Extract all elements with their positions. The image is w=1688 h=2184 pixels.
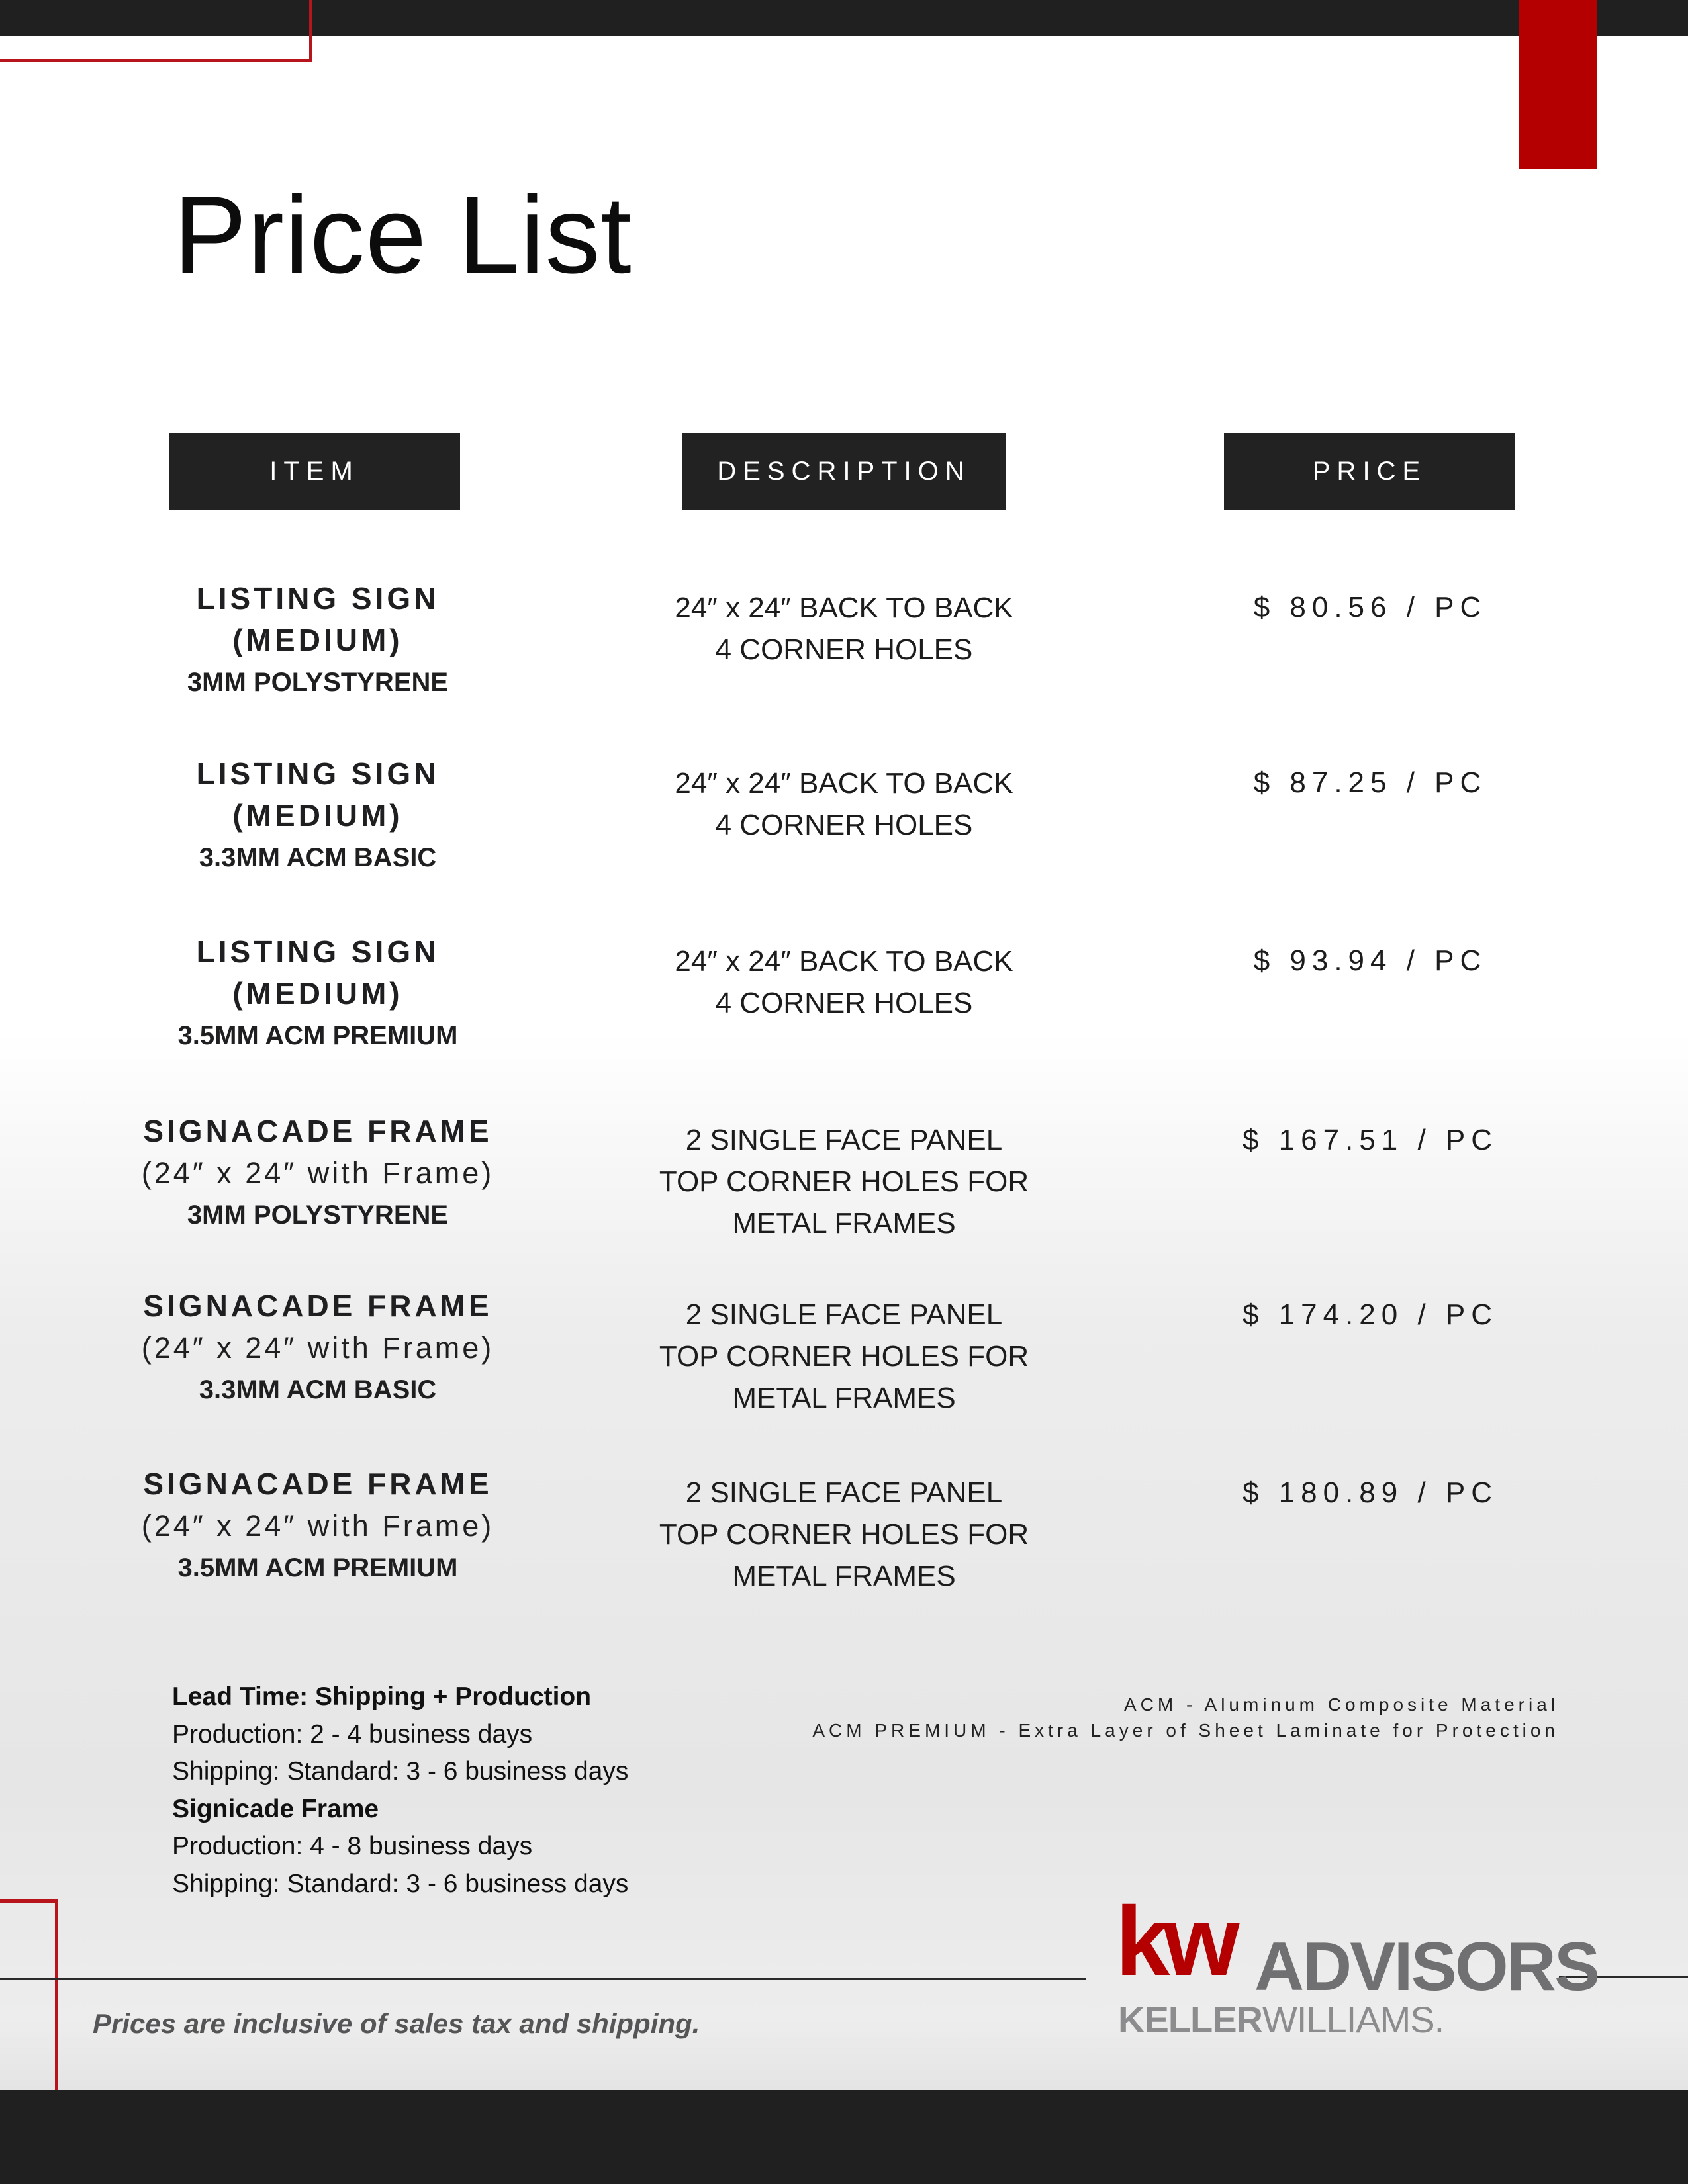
description-line: TOP CORNER HOLES FOR (659, 1340, 1029, 1373)
footer-note: Prices are inclusive of sales tax and shipping. (93, 2008, 700, 2039)
price-cell: $ 80.56 / PC (1253, 591, 1487, 623)
price-cell: $ 174.20 / PC (1242, 1298, 1499, 1331)
description-line: 4 CORNER HOLES (715, 987, 973, 1019)
description-line: 24″ x 24″ BACK TO BACK (675, 767, 1013, 799)
page-title: Price List (173, 174, 632, 296)
item-name: SIGNACADE FRAME (143, 1114, 492, 1148)
description-line: METAL FRAMES (732, 1207, 956, 1240)
price-cell: $ 87.25 / PC (1253, 766, 1487, 799)
description-line: TOP CORNER HOLES FOR (659, 1518, 1029, 1551)
logo-kellerwilliams-text: KELLERWILLIAMS. (1118, 1999, 1444, 2040)
description-line: 24″ x 24″ BACK TO BACK (675, 592, 1013, 624)
bottom-bar (0, 2090, 1688, 2184)
item-cell (106, 578, 530, 704)
legend-acm: ACM - Aluminum Composite Material (1123, 1694, 1559, 1715)
item-material: 3MM POLYSTYRENE (187, 668, 449, 697)
signicade-heading: Signicade Frame (172, 1794, 379, 1823)
item-material: 3.3MM ACM BASIC (199, 1375, 437, 1404)
description-cell (579, 1294, 1109, 1419)
description-line: 24″ x 24″ BACK TO BACK (675, 945, 1013, 978)
description-line: METAL FRAMES (732, 1560, 956, 1592)
description-line: 4 CORNER HOLES (715, 809, 973, 841)
signicade-shipping: Shipping: Standard: 3 - 6 business days (172, 1869, 629, 1898)
kw-advisors-logo (1115, 1887, 1599, 2052)
price-cell: $ 167.51 / PC (1242, 1124, 1499, 1156)
item-size: (24″ x 24″ with Frame) (141, 1509, 494, 1543)
item-material: 3.5MM ACM PREMIUM (177, 1021, 458, 1050)
logo-kw-mark: kw (1115, 1887, 1233, 1996)
item-cell (106, 753, 530, 879)
item-name: LISTING SIGN (196, 581, 440, 615)
corner-frame-top-left (0, 0, 312, 62)
column-header-price: PRICE (1224, 433, 1515, 510)
description-line: METAL FRAMES (732, 1382, 956, 1414)
divider-line-left (0, 1978, 1086, 1980)
item-name: LISTING SIGN (196, 756, 440, 791)
description-line: 2 SINGLE FACE PANEL (685, 1124, 1003, 1156)
item-size: (MEDIUM) (232, 798, 403, 833)
item-name: SIGNACADE FRAME (143, 1289, 492, 1323)
signicade-production: Production: 4 - 8 business days (172, 1832, 533, 1860)
item-material: 3.5MM ACM PREMIUM (177, 1553, 458, 1582)
item-cell (106, 1111, 530, 1236)
column-header-item: ITEM (169, 433, 460, 510)
item-cell (106, 1285, 530, 1411)
description-cell (579, 940, 1109, 1024)
description-line: 2 SINGLE FACE PANEL (685, 1298, 1003, 1331)
lead-time-heading: Lead Time: Shipping + Production (172, 1682, 592, 1711)
description-cell (579, 762, 1109, 846)
item-cell (106, 1463, 530, 1589)
item-name: LISTING SIGN (196, 934, 440, 969)
lead-time-block (172, 1678, 628, 1903)
lead-time-production: Production: 2 - 4 business days (172, 1719, 533, 1749)
description-cell (579, 1472, 1109, 1597)
lead-time-shipping: Shipping: Standard: 3 - 6 business days (172, 1757, 629, 1786)
item-size: (MEDIUM) (232, 976, 403, 1011)
item-material: 3MM POLYSTYRENE (187, 1201, 449, 1230)
item-cell (106, 931, 530, 1057)
column-header-description: DESCRIPTION (682, 433, 1006, 510)
price-cell: $ 180.89 / PC (1242, 1477, 1499, 1509)
description-cell (579, 1119, 1109, 1244)
item-material: 3.3MM ACM BASIC (199, 843, 437, 872)
description-cell (579, 587, 1109, 670)
description-line: TOP CORNER HOLES FOR (659, 1165, 1029, 1198)
description-line: 2 SINGLE FACE PANEL (685, 1477, 1003, 1509)
material-legend (812, 1692, 1559, 1743)
logo-advisors-text: ADVISORS (1254, 1929, 1599, 2005)
description-line: 4 CORNER HOLES (715, 633, 973, 666)
item-size: (MEDIUM) (232, 623, 403, 657)
item-size: (24″ x 24″ with Frame) (141, 1331, 494, 1365)
item-name: SIGNACADE FRAME (143, 1467, 492, 1501)
red-tab-accent (1519, 0, 1597, 169)
item-size: (24″ x 24″ with Frame) (141, 1156, 494, 1190)
price-cell: $ 93.94 / PC (1253, 944, 1487, 977)
legend-acm-premium: ACM PREMIUM - Extra Layer of Sheet Laminate for Protection (812, 1720, 1559, 1741)
